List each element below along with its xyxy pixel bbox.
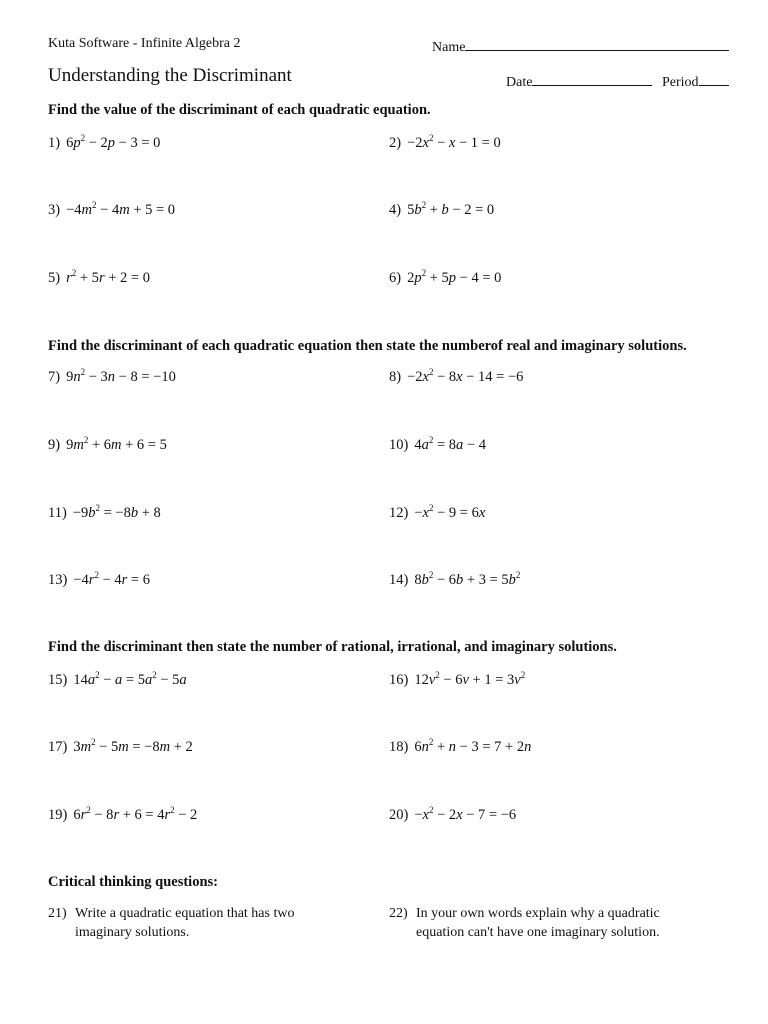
problem-number: 10)	[389, 437, 409, 453]
problem-number: 8)	[389, 369, 402, 385]
section-2-heading: Find the discriminant of each quadratic equation then state the numberof real and imaginary solutions.	[48, 338, 687, 354]
problem-15: 15) $14a^2 - a = 5a^2 - 5a$	[48, 670, 187, 688]
question-number: 21)	[48, 906, 67, 921]
question-line: equation can't have one imaginary solution.	[416, 925, 660, 940]
critical-thinking-heading: Critical thinking questions:	[48, 874, 218, 890]
problem-number: 4)	[389, 202, 402, 218]
problem-number: 16)	[389, 672, 409, 688]
problem-number: 15)	[48, 672, 68, 688]
problem-9: 9) $9m^2 + 6m + 6 = 5$	[48, 435, 167, 453]
problem-11: $11) -9b^2 = -8b + 8$	[48, 503, 161, 521]
software-label: Kuta Software - Infinite Algebra 2	[48, 36, 241, 51]
problem-7: 7) $9n^2 - 3n - 8 = -10$	[48, 367, 176, 385]
problem-6: 6) $2p^2 + 5p - 4 = 0$	[389, 268, 502, 286]
date-field	[506, 71, 652, 91]
problem-number: 5)	[48, 270, 61, 286]
question-text	[75, 904, 294, 942]
question-number: 22)	[389, 906, 408, 921]
date-blank	[532, 71, 652, 86]
problem-20: $20) -x^2 - 2x - 7 = -6$	[389, 805, 517, 823]
question-line: Write a quadratic equation that has two	[75, 906, 295, 921]
problem-number: 12)	[389, 505, 409, 521]
problem-number: 14)	[389, 572, 409, 588]
period-blank	[699, 71, 729, 86]
problem-14: 14) $8b^2 - 6b + 3 = 5b^2$	[389, 570, 521, 588]
problem-13: $13) -4r^2 - 4r = 6$	[48, 570, 150, 588]
problem-1: 1) $6p^2 - 2p - 3 = 0$	[48, 133, 161, 151]
name-field	[432, 36, 729, 56]
problem-number: 2)	[389, 135, 402, 151]
problem-3: $3) -4m^2 - 4m + 5 = 0$	[48, 200, 176, 218]
question-text	[416, 904, 660, 942]
problem-5: 5) $r^2 + 5r + 2 = 0$	[48, 268, 150, 286]
problem-number: 20)	[389, 807, 409, 823]
problem-4: 4) $5b^2 + b - 2 = 0$	[389, 200, 495, 218]
problem-16: 16) $12v^2 - 6v + 1 = 3v^2$	[389, 670, 526, 688]
problem-18: 18) $6n^2 + n - 3 = 7 + 2n$	[389, 737, 532, 755]
question-22	[389, 904, 719, 944]
problem-number: 6)	[389, 270, 402, 286]
name-label: Name	[432, 40, 466, 55]
problem-number: 13)	[48, 572, 68, 588]
problem-19: 19) $6r^2 - 8r + 6 = 4r^2 - 2$	[48, 805, 198, 823]
question-21	[48, 904, 348, 944]
problem-number: 17)	[48, 739, 68, 755]
problem-number: 9)	[48, 437, 61, 453]
problem-17: 17) $3m^2 - 5m = -8m + 2$	[48, 737, 193, 755]
problem-12: $12) -x^2 - 9 = 6x$	[389, 503, 486, 521]
problem-number: 3)	[48, 202, 61, 218]
period-field	[662, 71, 729, 91]
problem-10: 10) $4a^2 = 8a - 4$	[389, 435, 486, 453]
problem-number: 7)	[48, 369, 61, 385]
question-line: imaginary solutions.	[75, 925, 190, 940]
problem-number: 18)	[389, 739, 409, 755]
page-title: Understanding the Discriminant	[48, 65, 292, 86]
problem-2: $2) -2x^2 - x - 1 = 0$	[389, 133, 501, 151]
section-1-heading: Find the value of the discriminant of each quadratic equation.	[48, 102, 431, 118]
name-blank	[465, 36, 729, 51]
section-3-heading: Find the discriminant then state the number of rational, irrational, and imaginary solutions.	[48, 639, 617, 655]
problem-number: 1)	[48, 135, 61, 151]
period-label: Period	[662, 75, 699, 90]
problem-8: $8) -2x^2 - 8x - 14 = -6$	[389, 367, 524, 385]
problem-number: 11)	[48, 505, 67, 521]
date-label: Date	[506, 75, 533, 90]
problem-number: 19)	[48, 807, 68, 823]
question-line: In your own words explain why a quadratic	[416, 906, 660, 921]
